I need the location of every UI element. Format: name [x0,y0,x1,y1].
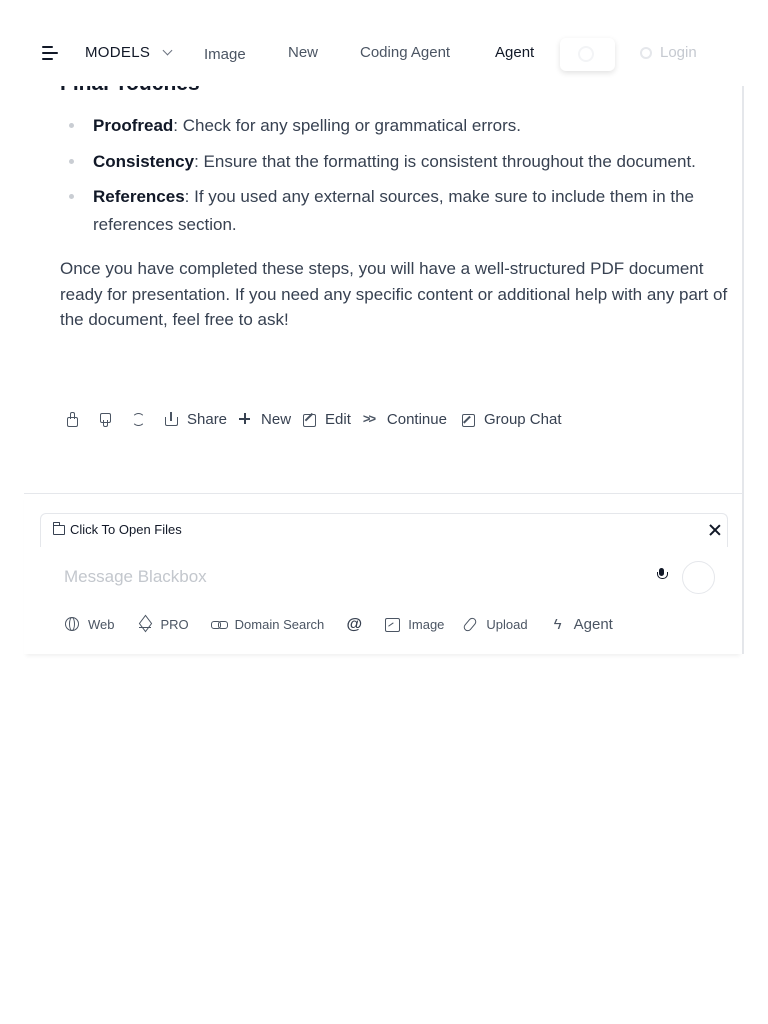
pro-tool-button[interactable] [137,616,189,632]
files-bar [40,513,728,547]
scrollbar-track[interactable] [742,86,744,654]
link-icon [211,616,227,632]
closing-paragraph: Once you have completed these steps, you will have a well-structured PDF document ready for presentation. If you need any specific content or additional help with any part of the document, feel free to ask! [60,259,728,329]
share-icon [163,411,179,427]
thumbs-down-icon [97,411,113,427]
send-button[interactable] [682,561,715,594]
continue-button[interactable] [363,411,447,428]
menu-icon[interactable] [40,44,60,62]
group-chat-label: Group Chat [483,410,562,428]
like-button[interactable] [64,411,80,427]
top-header [0,0,768,86]
share-button[interactable] [163,411,227,428]
nav-image[interactable]: Image [204,46,246,63]
chevron-down-icon [163,46,173,56]
bullet-term: Consistency [93,151,195,171]
domain-search-label: Domain Search [234,616,325,632]
bullet-term: References [93,187,185,206]
agent-label: Agent [573,615,613,633]
bullet-term: Proofread [93,116,174,135]
bullet-text: : Ensure that the formatting is consistent throughout the document. [194,151,696,171]
models-dropdown[interactable] [85,44,171,61]
list-item [60,183,720,238]
bullet-text: : If you used any external sources, make sure to include them in the references section. [93,187,694,234]
globe-icon [64,616,80,632]
open-files-label: Click To Open Files [70,522,182,537]
regenerate-button[interactable] [130,411,146,427]
paperclip-icon [462,616,478,632]
login-label: Login [660,44,697,61]
web-label: Web [88,616,115,632]
bullet-dot [69,123,74,128]
thumbs-up-icon [64,411,80,427]
share-label: Share [187,410,228,428]
refresh-icon [130,411,146,427]
upload-label: Upload [486,616,528,632]
plus-icon [237,411,253,427]
folder-icon [53,525,65,535]
web-tool-button[interactable] [64,616,115,632]
external-link-icon [460,411,476,427]
at-sign-icon: @ [346,616,363,633]
nav-coding-agent[interactable]: Coding Agent [360,44,451,61]
edit-icon [301,411,317,427]
continue-label: Continue [386,410,447,428]
login-button[interactable] [640,44,697,61]
new-button[interactable] [237,411,291,428]
models-label: MODELS [85,44,151,61]
message-input[interactable] [52,560,632,594]
microphone-icon[interactable] [656,568,668,582]
edit-button[interactable] [301,411,351,428]
open-files-button[interactable] [53,522,182,537]
upload-button[interactable] [462,616,527,632]
lightning-icon: ϟ [553,616,562,633]
list-item [60,148,720,176]
message-actions [64,407,562,431]
new-label: New [261,410,292,428]
image-label: Image [408,616,445,632]
close-icon[interactable] [708,523,722,537]
pro-label: PRO [160,616,189,632]
image-icon [384,616,400,632]
layers-icon [137,616,153,632]
theme-toggle[interactable] [560,38,615,71]
domain-search-button[interactable] [211,616,325,632]
toggle-icon [578,46,594,62]
agent-tool-button[interactable] [550,616,613,633]
composer-tools [64,614,613,634]
image-tool-button[interactable] [384,616,444,632]
edit-label: Edit [325,410,351,428]
nav-new[interactable]: New [288,44,319,61]
bullet-dot [69,159,74,164]
nav-agent[interactable]: Agent [495,44,535,61]
bullet-list [60,112,720,246]
dislike-button[interactable] [97,411,113,427]
group-chat-button[interactable] [460,411,562,428]
bullet-text: : Check for any spelling or grammatical errors. [173,116,521,135]
bullet-dot [69,194,74,199]
google-icon [640,47,652,59]
mention-button[interactable] [346,616,362,632]
double-chevron-icon: >> [362,411,375,426]
list-item [60,112,720,140]
